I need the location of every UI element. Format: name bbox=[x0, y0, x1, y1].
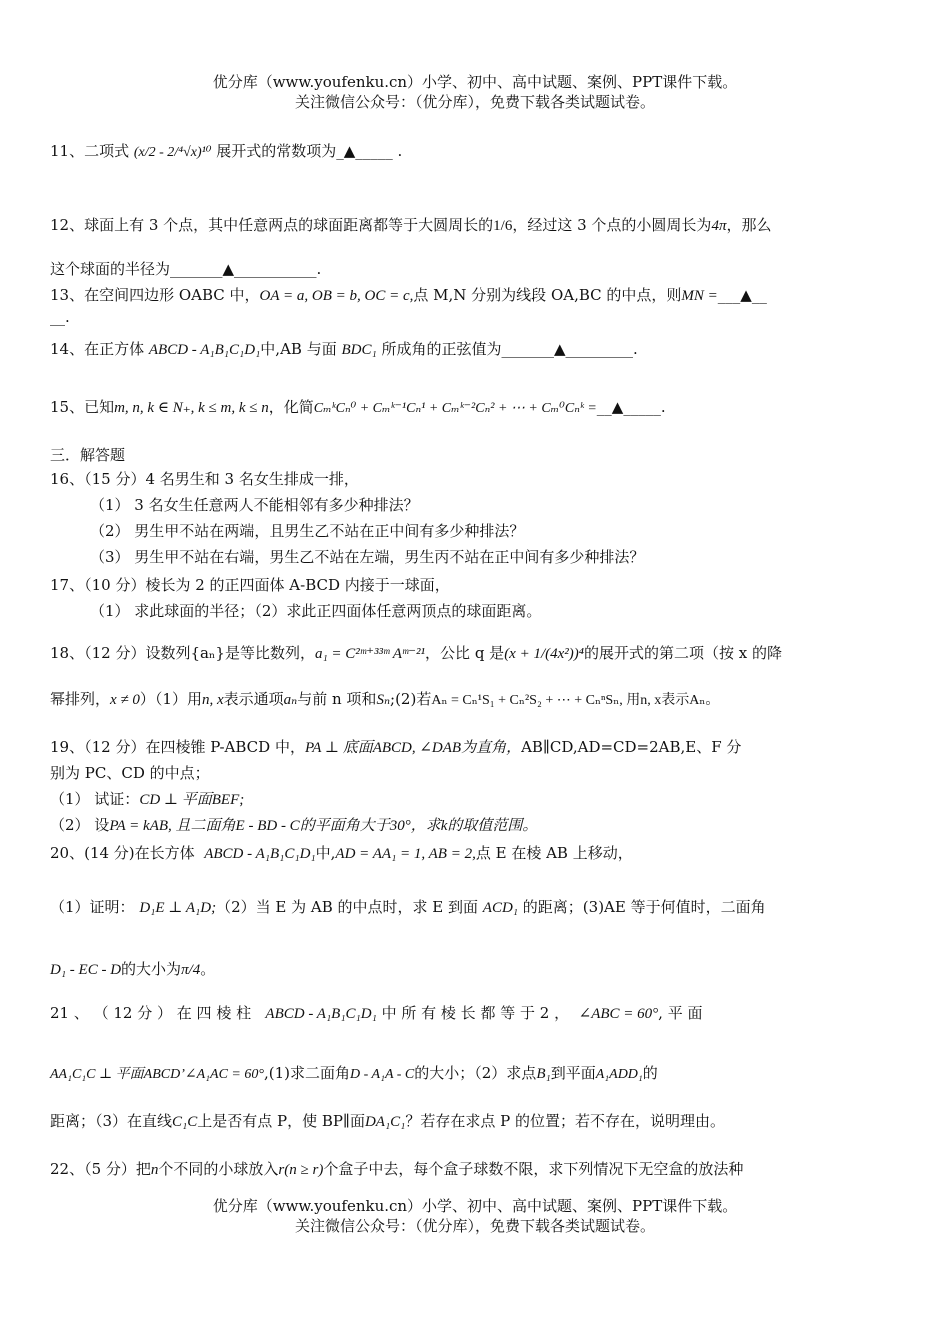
question-21: 21 、 （ 12 分 ） 在 四 棱 柱 ABCD - A₁B₁C₁D₁ 中 所 有 棱 长 都 等 于 2 ， ∠ABC = 60°, 平 面 bbox=[50, 1004, 703, 1022]
question-16-part-1: （1） 3 名女生任意两人不能相邻有多少种排法？ bbox=[90, 496, 419, 514]
q18-first-term: a₁ = C²ᵐ⁺³³ᵐ Aᵐ⁻²¹ bbox=[314, 646, 426, 662]
question-20-line-2: （1）证明： D₁E ⊥ A₁D;（2）当 E 为 AB 的中点时，求 E 到面 ACD₁ 的距离；(3)AE 等于何值时，二面角 bbox=[50, 898, 766, 916]
footer-line-1: 优分库（www.youfenku.cn）小学、初中、高中试题、案例、PPT课件下载。 bbox=[212, 1197, 738, 1215]
question-21-line-2: AA₁C₁C ⊥ 平面ABCD’∠A₁AC = 60°,(1)求二面角D - A₁A - C的大小；（2）求点B₁到平面A₁ADD₁的 bbox=[50, 1064, 658, 1082]
question-20-line-3: D₁ - EC - D的大小为π/4。 bbox=[50, 960, 216, 978]
question-20: 20、(14 分)在长方体 ABCD - A₁B₁C₁D₁中,AD = AA₁ = 1, AB = 2,点 E 在棱 AB 上移动， bbox=[50, 844, 633, 862]
q12-circumference: 4π bbox=[711, 218, 727, 234]
question-16-part-2: （2） 男生甲不站在两端，且男生乙不站在正中间有多少种排法？ bbox=[90, 522, 525, 540]
question-13: 13、在空间四边形 OABC 中，OA = a, OB = b, OC = c,点 M,N 分别为线段 OA,BC 的中点，则MN =___▲__ bbox=[50, 286, 767, 304]
question-13-line-2: __. bbox=[50, 308, 70, 326]
question-16-part-3: （3） 男生甲不站在右端，男生乙不站在左端，男生丙不站在正中间有多少种排法？ bbox=[90, 548, 645, 566]
question-12: 12、球面上有 3 个点，其中任意两点的球面距离都等于大圆周长的1/6，经过这 3 个点的小圆周长为4π，那么 bbox=[50, 216, 772, 234]
question-18: 18、（12 分）设数列{aₙ}是等比数列，a₁ = C²ᵐ⁺³³ᵐ Aᵐ⁻²¹，公比 q 是(x + 1/(4x²))⁴的展开式的第二项（按 x 的降 bbox=[50, 644, 782, 662]
question-17: 17、（10 分）棱长为 2 的正四面体 A-BCD 内接于一球面， bbox=[50, 576, 450, 594]
q14-cube: ABCD - A₁B₁C₁D₁ bbox=[148, 342, 261, 358]
question-11: 11、二项式 (x/2 - 2/⁴√x)¹⁰ 展开式的常数项为_▲_____ . bbox=[50, 142, 403, 160]
section-title: 三．解答题 bbox=[50, 446, 126, 464]
question-19-line-2: 别为 PC、CD 的中点； bbox=[50, 764, 210, 782]
q19-condition: PA ⊥ 底面ABCD, ∠DAB为直角， bbox=[304, 740, 522, 756]
question-19-part-2: （2） 设PA = kAB, 且二面角E - BD - C的平面角大于30°，求k的取值范围。 bbox=[50, 816, 538, 834]
q20-prism: ABCD - A₁B₁C₁D₁ bbox=[204, 846, 316, 862]
question-17-parts: （1） 求此球面的半径；（2）求此正四面体任意两顶点的球面距离。 bbox=[90, 602, 542, 620]
q12-fraction: 1/6 bbox=[493, 218, 513, 234]
q20-lengths: AD = AA₁ = 1, AB = 2, bbox=[335, 846, 476, 862]
question-21-line-3: 距离；（3）在直线C₁C上是否有点 P，使 BP∥面DA₁C₁？若存在求点 P 的位置；若不存在，说明理由。 bbox=[50, 1112, 726, 1130]
question-12-line-2: 这个球面的半径为_______▲___________. bbox=[50, 260, 322, 278]
question-22: 22、（5 分）把n个不同的小球放入r(n ≥ r)个盒子中去，每个盒子球数不限，求下列情况下无空盒的放法种 bbox=[50, 1160, 744, 1178]
question-16: 16、（15 分）4 名男生和 3 名女生排成一排， bbox=[50, 470, 359, 488]
header-line-2: 关注微信公众号：（优分库），免费下载各类试题试卷。 bbox=[294, 93, 655, 111]
question-14: 14、在正方体 ABCD - A₁B₁C₁D₁中,AB 与面 BDC₁ 所成角的正弦值为_______▲_________. bbox=[50, 340, 638, 358]
q21-prism: ABCD - A₁B₁C₁D₁ bbox=[265, 1006, 377, 1022]
q20-angle: π/4 bbox=[181, 962, 201, 978]
q13-mn-vector: MN = bbox=[681, 288, 718, 304]
q13-vectors: OA = a, OB = b, OC = c, bbox=[259, 288, 414, 304]
footer-line-2: 关注微信公众号：（优分库），免费下载各类试题试卷。 bbox=[294, 1217, 655, 1235]
question-15: 15、已知m, n, k ∈ N₊, k ≤ m, k ≤ n，化简CₘᵏCₙ⁰ + Cₘᵏ⁻¹Cₙ¹ + Cₘᵏ⁻²Cₙ² + ⋯ + Cₘ⁰Cₙᵏ =__▲_____. bbox=[50, 398, 666, 416]
q15-condition: m, n, k ∈ N₊, k ≤ m, k ≤ n bbox=[114, 400, 269, 416]
q18-expansion: (x + 1/(4x²))⁴ bbox=[504, 646, 584, 662]
header-line-1: 优分库（www.youfenku.cn）小学、初中、高中试题、案例、PPT课件下载。 bbox=[212, 73, 738, 91]
question-19: 19、（12 分）在四棱锥 P-ABCD 中，PA ⊥ 底面ABCD, ∠DAB为直角，AB∥CD,AD=CD=2AB,E、F 分 bbox=[50, 738, 742, 756]
q18-an-formula: Aₙ = Cₙ¹S₁ + Cₙ²S₂ + ⋯ + CₙⁿSₙ, 用n, x表示Aₙ。 bbox=[431, 693, 720, 708]
q15-sum: CₘᵏCₙ⁰ + Cₘᵏ⁻¹Cₙ¹ + Cₘᵏ⁻²Cₙ² + ⋯ + Cₘ⁰Cₙᵏ = bbox=[313, 401, 597, 416]
q11-binomial-formula: (x/2 - 2/⁴√x)¹⁰ bbox=[133, 145, 212, 160]
q21-angle: ∠ABC = 60° bbox=[578, 1006, 659, 1022]
question-18-line-2: 幂排列，x ≠ 0）（1）用n, x表示通项aₙ与前 n 项和Sₙ;(2)若Aₙ = Cₙ¹S₁ + Cₙ²S₂ + ⋯ + CₙⁿSₙ, 用n, x表示Aₙ。 bbox=[50, 690, 720, 708]
q14-plane: BDC₁ bbox=[341, 342, 377, 358]
question-19-part-1: （1） 试证：CD ⊥ 平面BEF; bbox=[50, 790, 245, 808]
